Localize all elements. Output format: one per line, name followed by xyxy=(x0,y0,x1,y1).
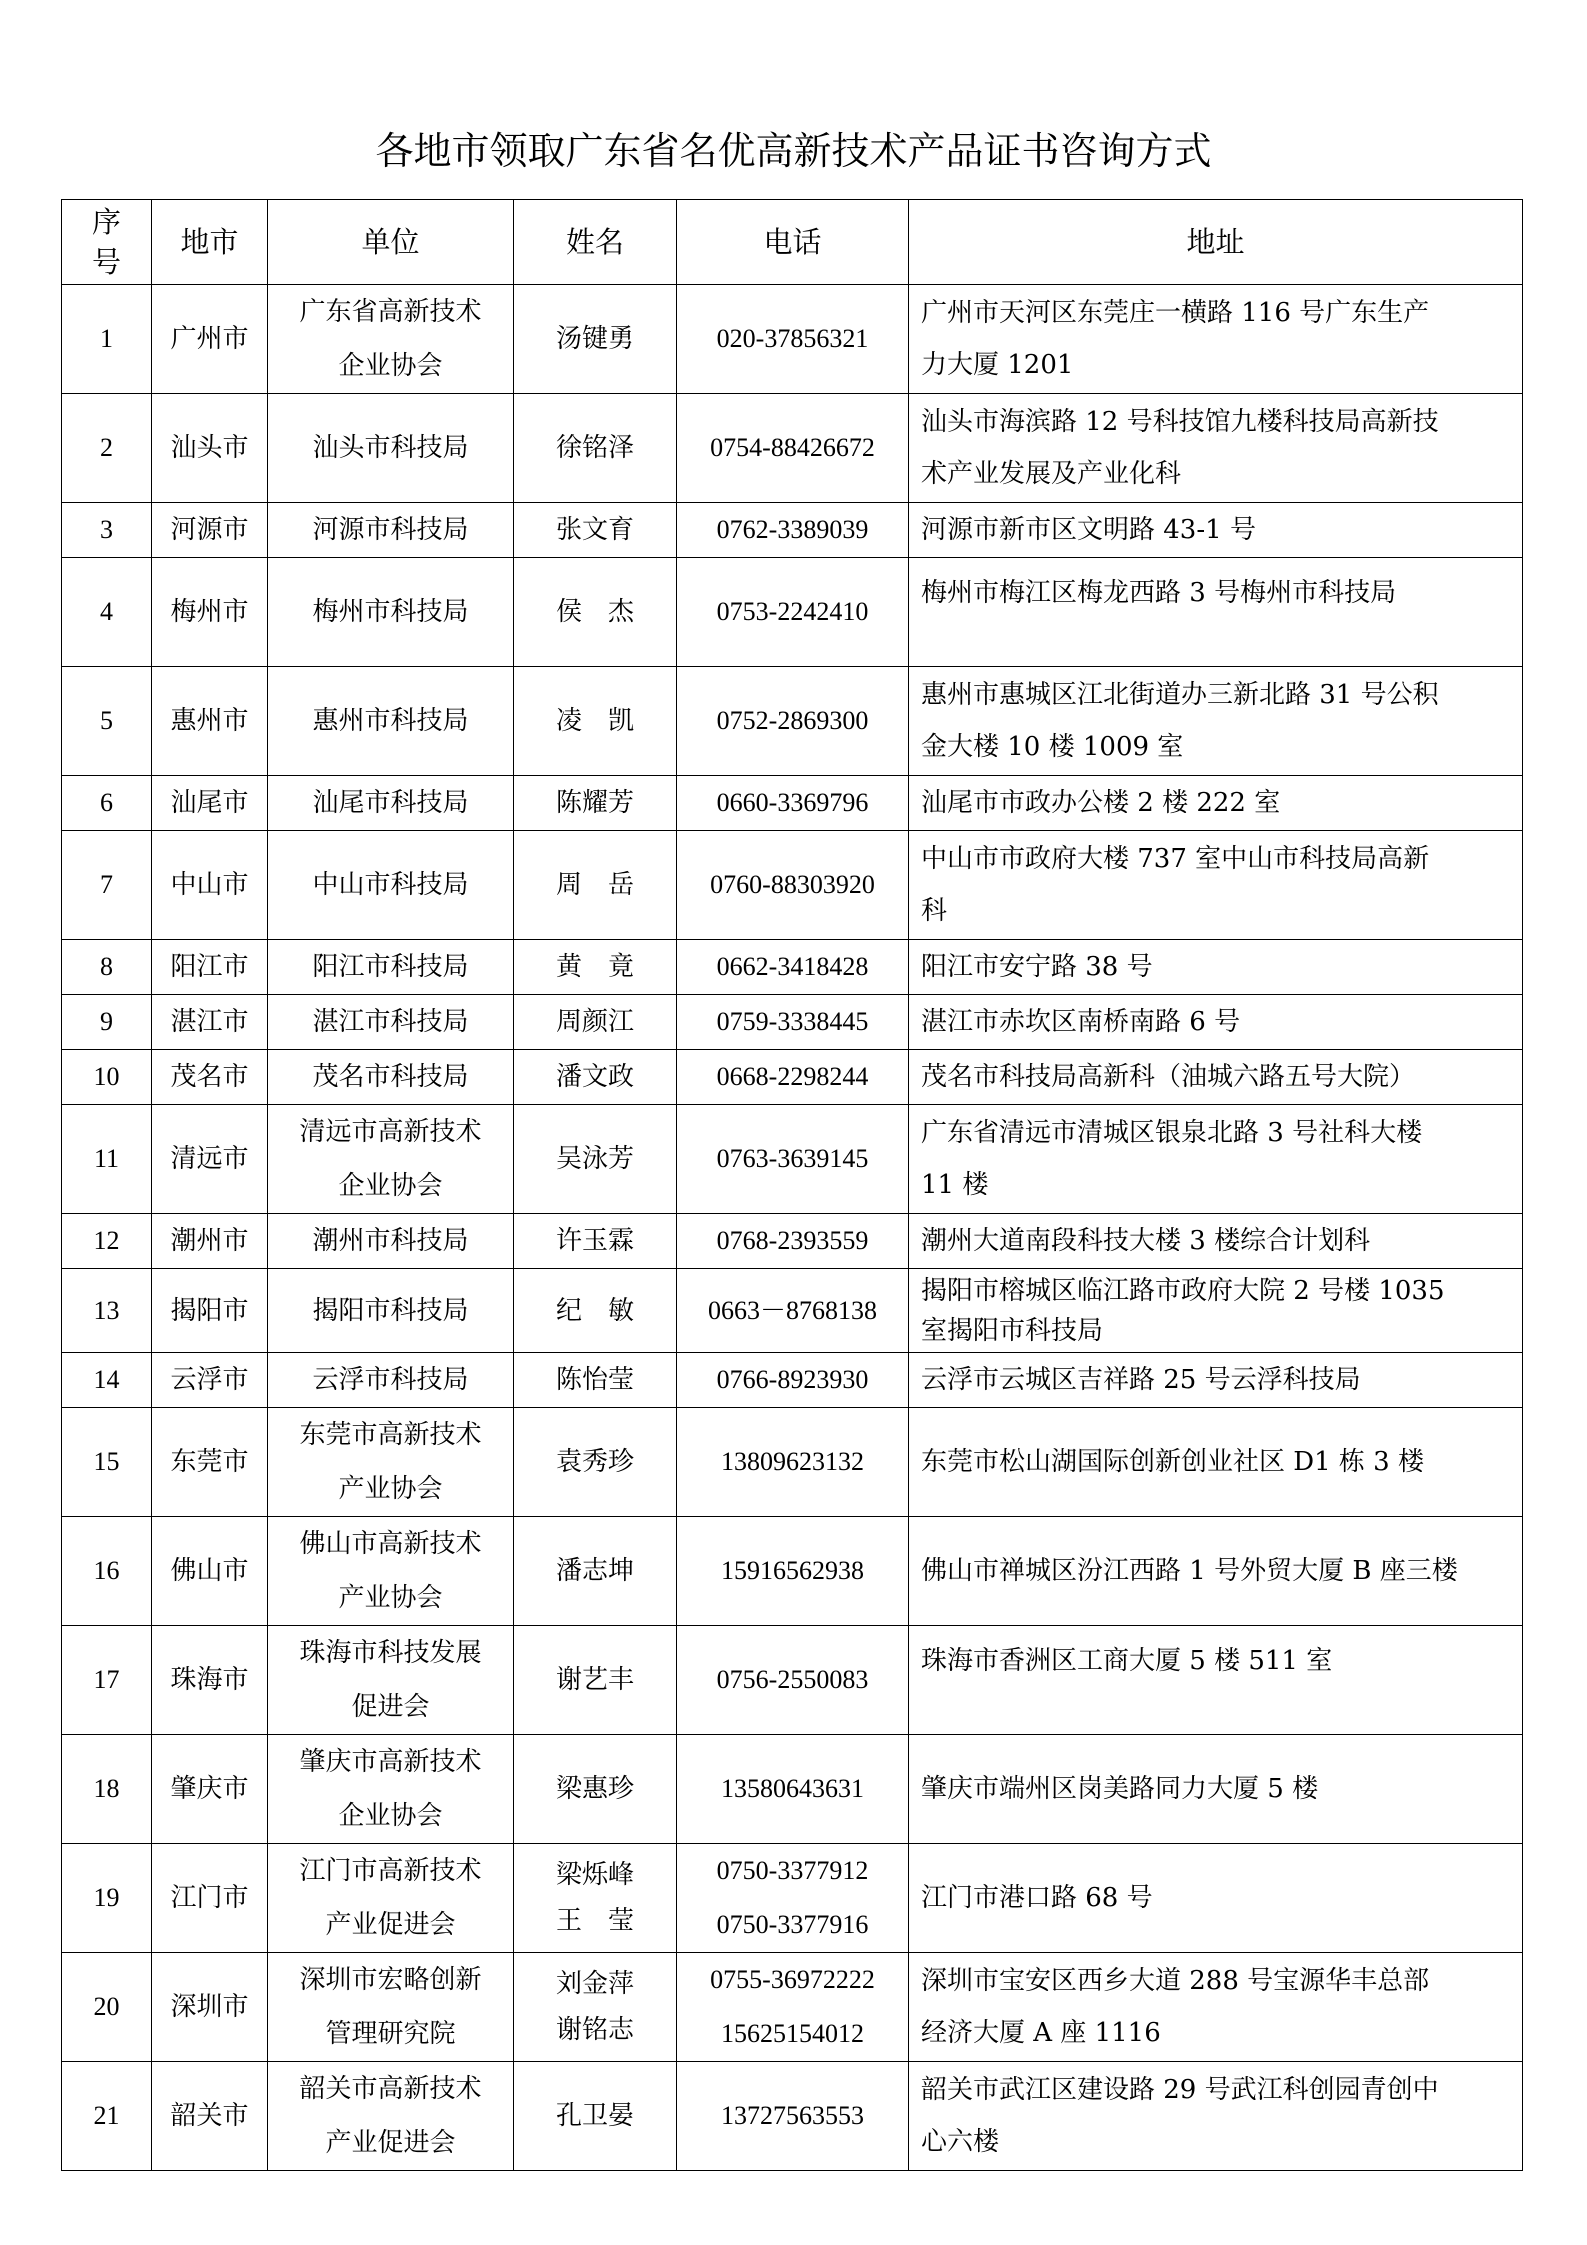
contact-name: 张文育 xyxy=(555,515,634,545)
phone-cell xyxy=(677,995,909,1050)
contact-name-cell xyxy=(514,831,677,940)
contact-name: 许玉霖 xyxy=(555,1226,634,1256)
unit-cell xyxy=(268,831,514,940)
table-row xyxy=(62,558,1523,667)
header-city: 地市 xyxy=(152,200,268,285)
unit-cell xyxy=(268,285,514,394)
city-cell: 汕头市 xyxy=(152,394,268,503)
table-row xyxy=(62,831,1523,940)
contact-name: 潘志坤 xyxy=(555,1556,634,1586)
contact-name: 袁秀珍 xyxy=(555,1447,634,1477)
address-line: 韶关市武江区建设路 29 号武江科创园青创中 xyxy=(921,2075,1439,2105)
phone-number: 13809623132 xyxy=(721,1447,864,1476)
address-line: 汕尾市市政办公楼 2 楼 222 室 xyxy=(921,788,1281,818)
unit-cell xyxy=(268,1626,514,1735)
contact-name: 陈怡莹 xyxy=(555,1365,634,1395)
address-cell xyxy=(909,1626,1523,1735)
phone-number: 0663－8768138 xyxy=(707,1295,877,1325)
unit-cell xyxy=(268,776,514,831)
phone-cell xyxy=(677,831,909,940)
phone-number: 020-37856321 xyxy=(716,324,869,353)
contact-name-cell xyxy=(514,1269,677,1353)
unit-line: 产业促进会 xyxy=(325,2128,456,2158)
contact-name-cell xyxy=(514,558,677,667)
header-phone: 电话 xyxy=(677,200,909,285)
address-cell xyxy=(909,1408,1523,1517)
row-number: 10 xyxy=(62,1050,152,1105)
address-line: 中山市市政府大楼 737 室中山市科技局高新 xyxy=(921,844,1430,874)
table-row xyxy=(62,1353,1523,1408)
address-line: 揭阳市榕城区临江路市政府大院 2 号楼 1035 xyxy=(921,1275,1445,1306)
row-number: 18 xyxy=(62,1735,152,1844)
contact-table xyxy=(61,199,1523,2171)
address-line: 11 楼 xyxy=(921,1170,989,1200)
phone-number: 0768-2393559 xyxy=(716,1226,869,1255)
unit-line: 东莞市高新技术 xyxy=(299,1420,482,1450)
unit-line: 广东省高新技术 xyxy=(299,297,482,327)
unit-cell xyxy=(268,1735,514,1844)
phone-cell xyxy=(677,1517,909,1626)
phone-cell xyxy=(677,1953,909,2062)
row-number: 8 xyxy=(62,940,152,995)
phone-number: 0754-88426672 xyxy=(710,433,875,462)
table-row xyxy=(62,1105,1523,1214)
unit-line: 河源市科技局 xyxy=(312,515,469,545)
phone-cell xyxy=(677,1408,909,1517)
contact-name-cell xyxy=(514,1735,677,1844)
address-cell xyxy=(909,285,1523,394)
address-line: 佛山市禅城区汾江西路 1 号外贸大厦 B 座三楼 xyxy=(921,1556,1458,1586)
contact-name: 侯 杰 xyxy=(555,597,634,627)
header-address: 地址 xyxy=(909,200,1523,285)
address-line: 河源市新市区文明路 43-1 号 xyxy=(921,515,1256,545)
city-cell: 中山市 xyxy=(152,831,268,940)
phone-cell xyxy=(677,285,909,394)
row-number: 3 xyxy=(62,503,152,558)
contact-name: 陈耀芳 xyxy=(555,788,634,818)
unit-line: 阳江市科技局 xyxy=(312,952,469,982)
table-row xyxy=(62,1626,1523,1735)
unit-line: 梅州市科技局 xyxy=(312,597,469,627)
unit-line: 产业协会 xyxy=(338,1583,443,1613)
address-line: 湛江市赤坎区南桥南路 6 号 xyxy=(921,1007,1241,1037)
contact-name-cell xyxy=(514,1214,677,1269)
address-cell xyxy=(909,1353,1523,1408)
city-cell: 云浮市 xyxy=(152,1353,268,1408)
address-line: 潮州大道南段科技大楼 3 楼综合计划科 xyxy=(921,1226,1371,1256)
address-line: 力大厦 1201 xyxy=(921,350,1074,380)
unit-line: 珠海市科技发展 xyxy=(299,1638,482,1668)
unit-cell xyxy=(268,1517,514,1626)
phone-number: 0756-2550083 xyxy=(716,1665,869,1694)
contact-name: 梁惠珍 xyxy=(555,1774,634,1804)
phone-cell xyxy=(677,1214,909,1269)
contact-name-cell xyxy=(514,1105,677,1214)
page-title: 各地市领取广东省名优高新技术产品证书咨询方式 xyxy=(375,129,1212,173)
unit-line: 茂名市科技局 xyxy=(312,1062,469,1092)
unit-line: 汕尾市科技局 xyxy=(312,788,469,818)
row-number: 17 xyxy=(62,1626,152,1735)
phone-cell xyxy=(677,2062,909,2171)
address-line: 科 xyxy=(921,896,948,926)
row-number: 13 xyxy=(62,1269,152,1353)
phone-cell xyxy=(677,558,909,667)
phone-cell xyxy=(677,776,909,831)
contact-name: 刘金萍 xyxy=(555,1969,634,1999)
contact-name-cell xyxy=(514,503,677,558)
address-line: 室揭阳市科技局 xyxy=(921,1315,1104,1346)
row-number: 2 xyxy=(62,394,152,503)
address-line: 茂名市科技局高新科（油城六路五号大院） xyxy=(921,1062,1416,1092)
unit-line: 管理研究院 xyxy=(325,2019,456,2049)
unit-cell xyxy=(268,2062,514,2171)
address-cell xyxy=(909,1844,1523,1953)
address-line: 金大楼 10 楼 1009 室 xyxy=(921,732,1184,762)
city-cell: 惠州市 xyxy=(152,667,268,776)
address-cell xyxy=(909,1105,1523,1214)
unit-line: 韶关市高新技术 xyxy=(299,2074,482,2104)
unit-line: 促进会 xyxy=(351,1692,430,1722)
unit-line: 江门市高新技术 xyxy=(299,1856,482,1886)
city-cell: 韶关市 xyxy=(152,2062,268,2171)
unit-cell xyxy=(268,394,514,503)
phone-number: 0759-3338445 xyxy=(716,1007,869,1036)
row-number: 14 xyxy=(62,1353,152,1408)
address-cell xyxy=(909,1269,1523,1353)
address-cell xyxy=(909,1735,1523,1844)
row-number: 1 xyxy=(62,285,152,394)
phone-number: 13727563553 xyxy=(721,2101,864,2130)
contact-name-cell xyxy=(514,1353,677,1408)
header-name: 姓名 xyxy=(514,200,677,285)
phone-number: 15916562938 xyxy=(721,1556,864,1585)
contact-name-cell xyxy=(514,285,677,394)
contact-name: 周 岳 xyxy=(555,870,634,900)
row-number: 9 xyxy=(62,995,152,1050)
address-cell xyxy=(909,1517,1523,1626)
header-row xyxy=(62,200,1523,285)
city-cell: 阳江市 xyxy=(152,940,268,995)
city-cell: 清远市 xyxy=(152,1105,268,1214)
contact-name-cell xyxy=(514,667,677,776)
contact-name: 谢艺丰 xyxy=(555,1665,634,1695)
city-cell: 佛山市 xyxy=(152,1517,268,1626)
unit-line: 企业协会 xyxy=(338,351,443,381)
unit-line: 清远市高新技术 xyxy=(299,1117,482,1147)
phone-number: 0762-3389039 xyxy=(716,515,869,544)
phone-cell xyxy=(677,1269,909,1353)
table-row xyxy=(62,394,1523,503)
row-number: 12 xyxy=(62,1214,152,1269)
phone-number: 0766-8923930 xyxy=(716,1365,869,1394)
unit-cell xyxy=(268,1105,514,1214)
phone-number: 0755-36972222 xyxy=(710,1965,875,1994)
contact-name: 凌 凯 xyxy=(555,706,634,736)
contact-name: 潘文政 xyxy=(555,1062,634,1092)
phone-number: 0668-2298244 xyxy=(716,1062,869,1091)
city-cell: 江门市 xyxy=(152,1844,268,1953)
address-cell xyxy=(909,1214,1523,1269)
address-cell xyxy=(909,2062,1523,2171)
address-line: 阳江市安宁路 38 号 xyxy=(921,952,1153,982)
address-cell xyxy=(909,667,1523,776)
unit-line: 惠州市科技局 xyxy=(312,706,469,736)
table-row xyxy=(62,1050,1523,1105)
city-cell: 梅州市 xyxy=(152,558,268,667)
city-cell: 肇庆市 xyxy=(152,1735,268,1844)
table-row xyxy=(62,1408,1523,1517)
address-line: 东莞市松山湖国际创新创业社区 D1 栋 3 楼 xyxy=(921,1447,1424,1477)
contact-name: 梁烁峰 xyxy=(555,1860,634,1890)
row-number: 21 xyxy=(62,2062,152,2171)
unit-cell xyxy=(268,940,514,995)
unit-cell xyxy=(268,667,514,776)
contact-name: 汤键勇 xyxy=(555,324,634,354)
table-row xyxy=(62,1735,1523,1844)
phone-number: 0750-3377916 xyxy=(716,1910,869,1939)
contact-name: 黄 竟 xyxy=(555,952,634,982)
phone-cell xyxy=(677,667,909,776)
table-row xyxy=(62,2062,1523,2171)
table-row xyxy=(62,667,1523,776)
city-cell: 汕尾市 xyxy=(152,776,268,831)
address-line: 梅州市梅江区梅龙西路 3 号梅州市科技局 xyxy=(921,578,1397,608)
phone-number: 0660-3369796 xyxy=(716,788,869,817)
phone-cell xyxy=(677,1105,909,1214)
unit-line: 汕头市科技局 xyxy=(312,433,469,463)
unit-line: 潮州市科技局 xyxy=(312,1226,469,1256)
unit-line: 佛山市高新技术 xyxy=(299,1529,482,1559)
phone-number: 0760-88303920 xyxy=(710,870,875,899)
phone-cell xyxy=(677,503,909,558)
contact-name: 纪 敏 xyxy=(555,1295,634,1326)
contact-name-cell xyxy=(514,2062,677,2171)
phone-cell xyxy=(677,1626,909,1735)
city-cell: 揭阳市 xyxy=(152,1269,268,1353)
phone-cell xyxy=(677,940,909,995)
address-line: 汕头市海滨路 12 号科技馆九楼科技局高新技 xyxy=(921,407,1439,437)
address-line: 江门市港口路 68 号 xyxy=(921,1883,1153,1913)
unit-line: 企业协会 xyxy=(338,1801,443,1831)
contact-name-cell xyxy=(514,1517,677,1626)
contact-name-cell xyxy=(514,776,677,831)
address-cell xyxy=(909,776,1523,831)
phone-number: 15625154012 xyxy=(721,2019,864,2048)
contact-name-cell xyxy=(514,1408,677,1517)
contact-name-cell xyxy=(514,995,677,1050)
phone-number: 13580643631 xyxy=(721,1774,864,1803)
row-number: 16 xyxy=(62,1517,152,1626)
address-cell xyxy=(909,558,1523,667)
header-no xyxy=(62,200,152,285)
unit-cell xyxy=(268,995,514,1050)
city-cell: 潮州市 xyxy=(152,1214,268,1269)
city-cell: 深圳市 xyxy=(152,1953,268,2062)
unit-cell xyxy=(268,1269,514,1353)
contact-name: 王 莹 xyxy=(555,1906,634,1936)
address-line: 惠州市惠城区江北街道办三新北路 31 号公积 xyxy=(921,680,1439,710)
address-line: 珠海市香洲区工商大厦 5 楼 511 室 xyxy=(921,1646,1333,1676)
unit-line: 湛江市科技局 xyxy=(312,1007,469,1037)
row-number: 7 xyxy=(62,831,152,940)
address-line: 云浮市云城区吉祥路 25 号云浮科技局 xyxy=(921,1365,1361,1395)
address-cell xyxy=(909,503,1523,558)
unit-line: 产业促进会 xyxy=(325,1910,456,1940)
row-number: 5 xyxy=(62,667,152,776)
row-number: 6 xyxy=(62,776,152,831)
address-line: 广州市天河区东莞庄一横路 116 号广东生产 xyxy=(921,298,1430,328)
address-cell xyxy=(909,1953,1523,2062)
city-cell: 茂名市 xyxy=(152,1050,268,1105)
address-line: 经济大厦 A 座 1116 xyxy=(921,2018,1161,2048)
address-cell xyxy=(909,940,1523,995)
city-cell: 湛江市 xyxy=(152,995,268,1050)
address-line: 心六楼 xyxy=(921,2127,1000,2157)
contact-name: 谢铭志 xyxy=(555,2015,634,2045)
unit-line: 云浮市科技局 xyxy=(312,1365,469,1395)
contact-name-cell xyxy=(514,394,677,503)
table-row xyxy=(62,503,1523,558)
row-number: 15 xyxy=(62,1408,152,1517)
phone-cell xyxy=(677,1735,909,1844)
city-cell: 珠海市 xyxy=(152,1626,268,1735)
table-row xyxy=(62,776,1523,831)
contact-name: 周颜江 xyxy=(555,1007,634,1037)
unit-cell xyxy=(268,1214,514,1269)
table-row xyxy=(62,1214,1523,1269)
phone-number: 0662-3418428 xyxy=(716,952,869,981)
contact-name: 徐铭泽 xyxy=(555,433,634,463)
unit-line: 产业协会 xyxy=(338,1474,443,1504)
phone-cell xyxy=(677,394,909,503)
contact-name-cell xyxy=(514,1953,677,2062)
unit-cell xyxy=(268,558,514,667)
header-no-label: 序号 xyxy=(91,205,121,279)
table-row xyxy=(62,1953,1523,2062)
row-number: 19 xyxy=(62,1844,152,1953)
phone-number: 0752-2869300 xyxy=(716,706,869,735)
unit-line: 深圳市宏略创新 xyxy=(299,1965,482,1995)
unit-cell xyxy=(268,1408,514,1517)
contact-name-cell xyxy=(514,1844,677,1953)
address-line: 肇庆市端州区岗美路同力大厦 5 楼 xyxy=(921,1774,1319,1804)
contact-name: 吴泳芳 xyxy=(555,1144,634,1174)
unit-line: 肇庆市高新技术 xyxy=(299,1747,482,1777)
contact-name-cell xyxy=(514,940,677,995)
table-row xyxy=(62,995,1523,1050)
address-cell xyxy=(909,394,1523,503)
phone-number: 0753-2242410 xyxy=(716,597,869,626)
unit-cell xyxy=(268,1953,514,2062)
unit-cell xyxy=(268,1050,514,1105)
table-row xyxy=(62,1517,1523,1626)
row-number: 4 xyxy=(62,558,152,667)
table-row xyxy=(62,285,1523,394)
phone-cell xyxy=(677,1844,909,1953)
row-number: 11 xyxy=(62,1105,152,1214)
phone-cell xyxy=(677,1050,909,1105)
address-cell xyxy=(909,995,1523,1050)
address-line: 术产业发展及产业化科 xyxy=(921,459,1182,489)
table-row xyxy=(62,1844,1523,1953)
phone-number: 0750-3377912 xyxy=(716,1856,869,1885)
city-cell: 广州市 xyxy=(152,285,268,394)
city-cell: 河源市 xyxy=(152,503,268,558)
address-cell xyxy=(909,1050,1523,1105)
phone-cell xyxy=(677,1353,909,1408)
city-cell: 东莞市 xyxy=(152,1408,268,1517)
unit-cell xyxy=(268,1353,514,1408)
address-line: 广东省清远市清城区银泉北路 3 号社科大楼 xyxy=(921,1118,1423,1148)
unit-cell xyxy=(268,503,514,558)
phone-number: 0763-3639145 xyxy=(716,1144,869,1173)
table-row xyxy=(62,1269,1523,1353)
row-number: 20 xyxy=(62,1953,152,2062)
contact-name-cell xyxy=(514,1050,677,1105)
unit-line: 中山市科技局 xyxy=(312,870,469,900)
table-row xyxy=(62,940,1523,995)
unit-line: 揭阳市科技局 xyxy=(312,1295,469,1326)
unit-cell xyxy=(268,1844,514,1953)
contact-name: 孔卫晏 xyxy=(555,2101,634,2131)
header-unit: 单位 xyxy=(268,200,514,285)
contact-name-cell xyxy=(514,1626,677,1735)
address-line: 深圳市宝安区西乡大道 288 号宝源华丰总部 xyxy=(921,1966,1430,1996)
address-cell xyxy=(909,831,1523,940)
unit-line: 企业协会 xyxy=(338,1171,443,1201)
